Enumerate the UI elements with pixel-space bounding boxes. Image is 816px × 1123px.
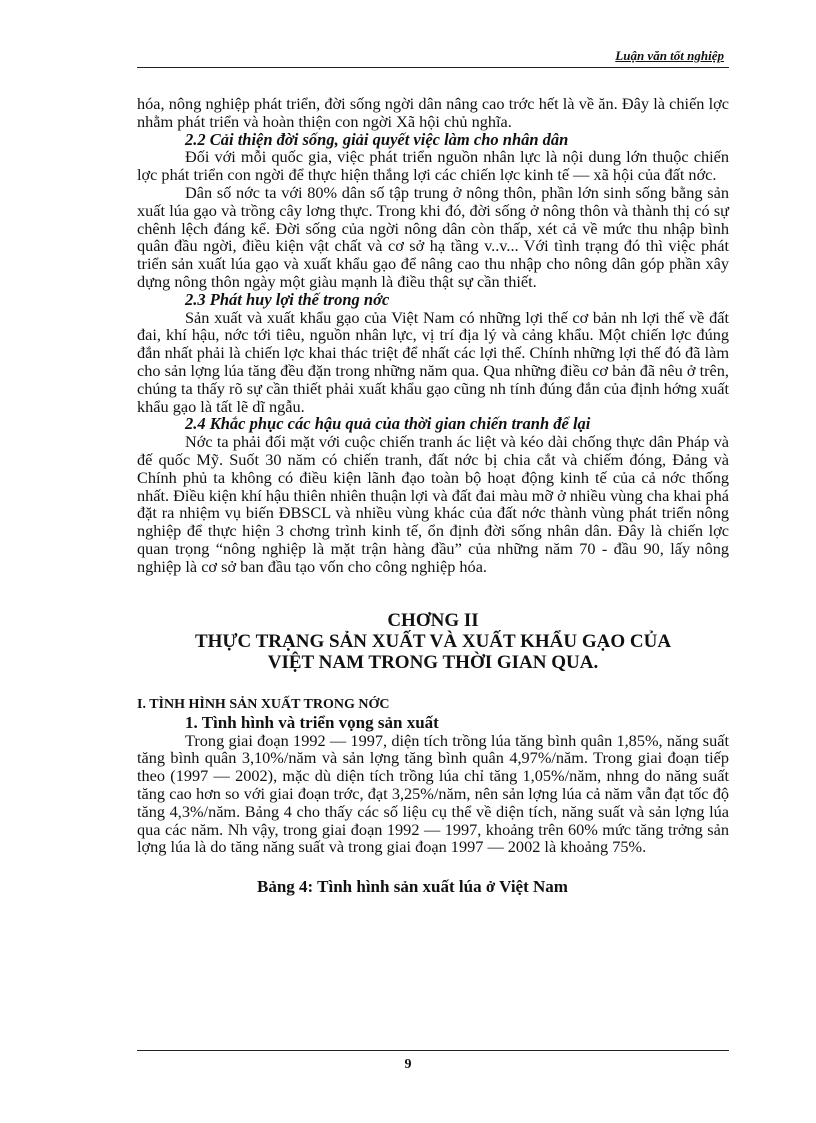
- heading-2-2: 2.2 Cải thiện đời sống, giải quyết việc làm cho nhân dân: [185, 129, 569, 149]
- header-divider: [137, 67, 729, 68]
- page-number: 9: [404, 1057, 412, 1072]
- subsection-heading-1: 1. Tình hình và triển vọng sản xuất: [185, 712, 439, 732]
- paragraph-2-2-a: Đối với mỗi quốc gia, việc phát triển nguồn nhân lực là nội dung lớn thuộc chiến lợc phát triển con ngời để thực hiện thắng lợi các chiến lợc kinh tế — xã hội của đất nớc.: [137, 147, 729, 185]
- chapter-title-line-2: VIỆT NAM TRONG THỜI GIAN QUA.: [267, 651, 599, 673]
- paragraph-2-4: Nớc ta phải đối mặt với cuộc chiến tranh ác liệt và kéo dài chống thực dân Pháp và đế quốc Mỹ. Suốt 30 năm có chiến tranh, đất nớc bị chia cắt và chiếm đóng, Đảng và Chính phủ ta không có điều kiện lãnh đạo toàn bộ hoạt động kinh tế của cả nớc thống nhất. Điều kiện khí hậu thiên nhiên thuận lợi và đất đai màu mỡ ở nhiều vùng cha khai phá đặt ra nhiệm vụ biến ĐBSCL và nhiều vùng khác của đất nớc thành vùng phát triển nông nghiệp để thực hiện 3 chơng trình kinh tế, ổn định đời sống nhân dân. Đây là chiến lợc quan trọng “nông nghiệp là mặt trận hàng đầu” của những năm 70 - đầu 90, lấy nông nghiệp là cơ sở ban đầu tạo vốn cho công nghiệp hóa.: [137, 432, 729, 576]
- section-heading-1: I. TÌNH HÌNH SẢN XUẤT TRONG NỚC: [137, 696, 390, 712]
- table-caption: Bảng 4: Tình hình sản xuất lúa ở Việt Nam: [257, 877, 568, 897]
- paragraph-2-2-b: Dân số nớc ta với 80% dân số tập trung ở nông thôn, phần lớn sinh sống bằng sản xuất lúa gạo và trồng cây lơng thực. Trong khi đó, đời sống ở nông thôn và thành thị có sự chênh lệch đáng kể. Đời sống của ngời nông dân còn thấp, xét cả về mức thu nhập bình quân đầu ngời, điều kiện vật chất và cơ sở hạ tầng v..v... Với tình trạng đó thì việc phát triển sản xuất lúa gạo và xuất khẩu gạo để nâng cao thu nhập cho nông dân góp phần xây dựng nông thôn ngày một giàu mạnh là điều thật sự cần thiết.: [137, 182, 729, 291]
- chapter-label: CHƠNG II: [387, 609, 479, 631]
- footer-divider: [137, 1050, 729, 1051]
- chapter-heading: [137, 610, 729, 673]
- running-header-title: Luận văn tốt nghiệp: [615, 48, 724, 63]
- page-content: [137, 95, 729, 896]
- heading-2-4: 2.4 Khắc phục các hậu quả của thời gian chiến tranh để lại: [185, 414, 591, 434]
- paragraph-intro: hóa, nông nghiệp phát triển, đời sống ngời dân nâng cao trớc hết là về ăn. Đây là chiến lợc nhằm phát triển và hoàn thiện con ngời Xã hội chủ nghĩa.: [137, 94, 729, 131]
- paragraph-2-3: Sản xuất và xuất khẩu gạo của Việt Nam có những lợi thế cơ bản nh lợi thế về đất đai, khí hậu, nớc tới tiêu, nguồn nhân lực, vị trí địa lý và cảng khẩu. Một chiến lợc đúng đắn nhất phải là chiến lợc khai thác triệt để nhất các lợi thế. Chính những lợi thế đó đã làm cho sản lợng lúa tăng đều đặn trong những năm qua. Qua những điều cơ bản đã nêu ở trên, chúng ta thấy rõ sự cần thiết phải xuất khẩu gạo cũng nh tính đúng đắn của định hớng xuất khẩu gạo là tất lẽ dĩ ngẫu.: [137, 307, 729, 416]
- chapter-title-line-1: THỰC TRẠNG SẢN XUẤT VÀ XUẤT KHẨU GẠO CỦA: [194, 630, 672, 652]
- heading-2-3: 2.3 Phát huy lợi thế trong nớc: [185, 289, 390, 309]
- paragraph-production: Trong giai đoạn 1992 — 1997, diện tích trồng lúa tăng bình quân 1,85%, năng suất tăng bình quân 3,10%/năm và sản lợng tăng bình quân 4,97%/năm. Trong giai đoạn tiếp theo (1997 — 2002), mặc dù diện tích trồng lúa chỉ tăng 1,05%/năm, nhng do năng suất tăng cao hơn so với giai đoạn trớc, đạt 3,25%/năm, nên sản lợng lúa cả năm vẫn đạt tốc độ tăng 4,3%/năm. Bảng 4 cho thấy các số liệu cụ thể về diện tích, năng suất và sản lợng lúa qua các năm. Nh vậy, trong giai đoạn 1992 — 1997, khoảng trên 60% mức tăng trởng sản lợng lúa là do tăng năng suất và trong giai đoạn 1997 — 2002 là khoảng 75%.: [137, 730, 729, 857]
